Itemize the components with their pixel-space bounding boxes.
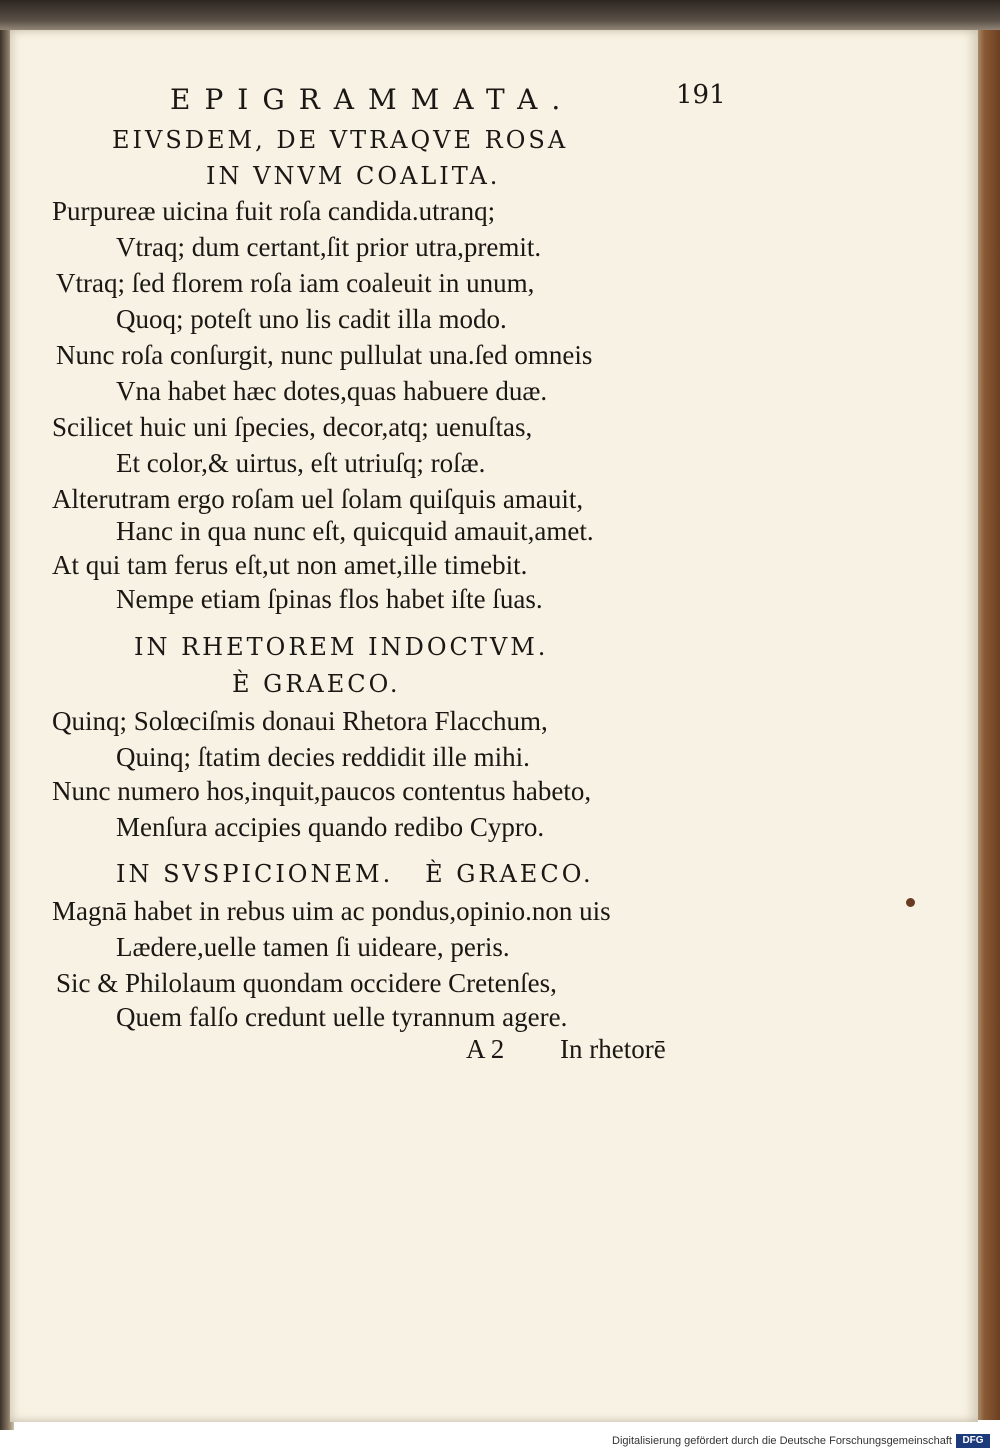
poem3-line: Sic & Philolaum quondam occidere Cretenſes, bbox=[56, 968, 557, 998]
poem1-line: Vtraq; dum certant,ſit prior utra,premit. bbox=[116, 232, 542, 262]
poem2-line: Quinq; Solœciſmis donaui Rhetora Flacchum, bbox=[52, 706, 548, 736]
page-number: 191 bbox=[676, 80, 726, 110]
book-top-edge bbox=[0, 0, 1000, 34]
poem1-line: Purpureæ uicina fuit roſa candida.utranq; bbox=[52, 196, 496, 226]
poem3-line: Magnā habet in rebus uim ac pondus,opinio.non uis bbox=[52, 896, 611, 926]
poem3-title: IN SVSPICIONEM. È GRAECO. bbox=[116, 860, 594, 888]
poem1-line: Vna habet hæc dotes,quas habuere duæ. bbox=[116, 376, 548, 406]
poem1-line: Quoq; poteſt uno lis cadit illa modo. bbox=[116, 304, 507, 334]
signature-mark: A 2 bbox=[466, 1034, 505, 1064]
poem1-line: At qui tam ferus eſt,ut non amet,ille timebit. bbox=[52, 550, 528, 580]
poem2-line: Quinq; ſtatim decies reddidit ille mihi. bbox=[116, 742, 530, 772]
poem1-line: Scilicet huic uni ſpecies, decor,atq; uenuſtas, bbox=[52, 412, 533, 442]
poem3-line: Lædere,uelle tamen ſi uideare, peris. bbox=[116, 932, 510, 962]
dfg-logo-icon: DFG bbox=[956, 1434, 990, 1448]
poem1-line: Nempe etiam ſpinas flos habet iſte ſuas. bbox=[116, 584, 543, 614]
ink-spot bbox=[906, 898, 915, 907]
poem1-line: Nunc roſa conſurgit, nunc pullulat una.ſed omneis bbox=[56, 340, 593, 370]
poem1-line: Vtraq; ſed florem roſa iam coaleuit in unum, bbox=[56, 268, 535, 298]
running-head: EPIGRAMMATA. bbox=[170, 83, 575, 116]
poem2-title-line2: È GRAECO. bbox=[232, 670, 401, 698]
poem1-title-line2: IN VNVM COALITA. bbox=[206, 162, 501, 190]
poem1-line: Alterutram ergo roſam uel ſolam quiſquis amauit, bbox=[52, 484, 584, 514]
poem1-line: Et color,& uirtus, eſt utriuſq; roſæ. bbox=[116, 448, 486, 478]
poem1-title-line1: EIVSDEM, DE VTRAQVE ROSA bbox=[112, 126, 569, 154]
poem1-line: Hanc in qua nunc eſt, quicquid amauit,amet. bbox=[116, 516, 594, 546]
poem2-title-line1: IN RHETOREM INDOCTVM. bbox=[134, 633, 549, 661]
poem2-line: Nunc numero hos,inquit,paucos contentus habeto, bbox=[52, 776, 592, 806]
poem3-line: Quem falſo credunt uelle tyrannum agere. bbox=[116, 1002, 568, 1032]
poem2-line: Menſura accipies quando redibo Cypro. bbox=[116, 812, 545, 842]
catchword: In rhetorē bbox=[560, 1034, 666, 1064]
digitization-credit: Digitalisierung gefördert durch die Deutsche Forschungsgemeinschaft bbox=[612, 1435, 952, 1447]
